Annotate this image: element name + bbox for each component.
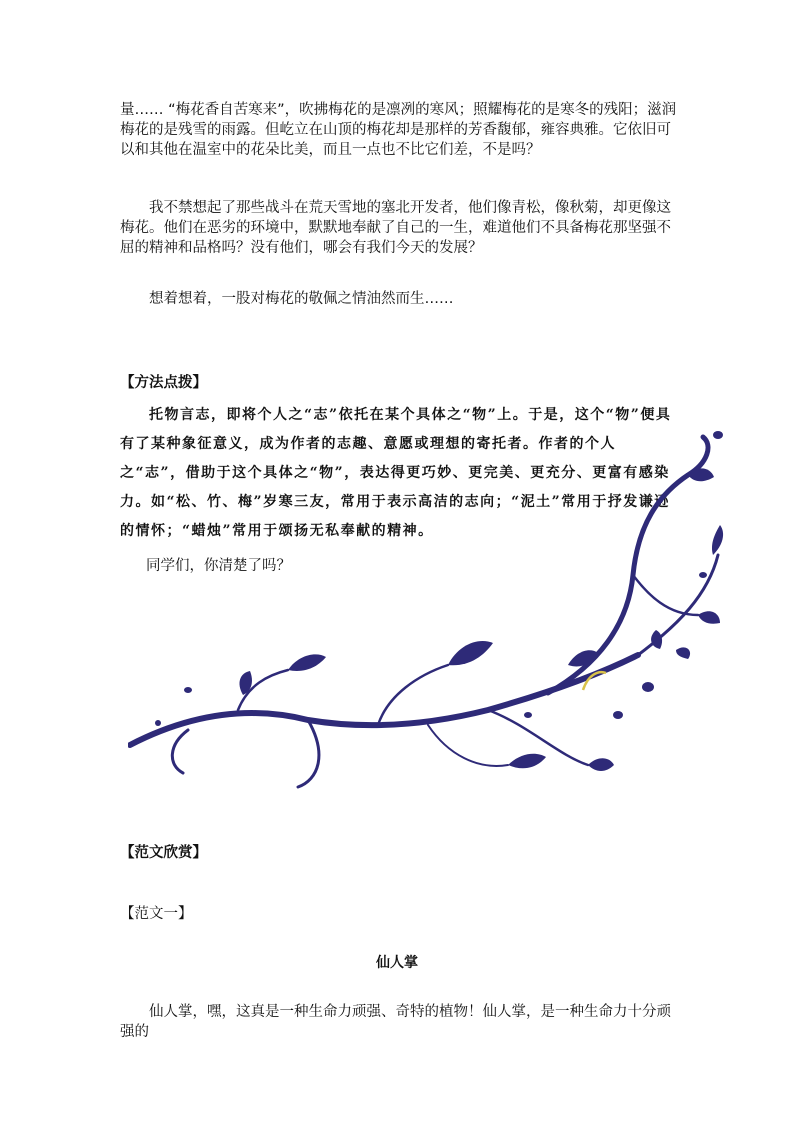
section-heading-method: 【方法点拨】 [120, 374, 207, 391]
paragraph-admiration: 想着想着，一股对梅花的敬佩之情油然而生…… [149, 291, 454, 307]
paragraph-plum-blossom: 量…… “梅花香自苦寒来”，吹拂梅花的是凛冽的寒风；照耀梅花的是寒冬的残阳；滋润梅花的是残雪的雨露。但屹立在山顶的梅花却是那样的芳香馥郁，雍容典雅。它依旧可以和其他在温室中的花朵比美，而且一点也不比它们差，不是吗？ [120, 102, 677, 158]
essay-title: 仙人掌 [376, 955, 418, 971]
vine-ornament-icon [128, 425, 728, 800]
sample-label: 【范文一】 [120, 906, 193, 922]
essay-first-line: 仙人掌，嘿，这真是一种生命力顽强、奇特的植物！仙人掌，是一种生命力十分顽强的 [120, 1004, 671, 1040]
method-question: 同学们，你清楚了吗？ [146, 558, 291, 574]
section-heading-appreciation: 【范文欣赏】 [120, 844, 207, 861]
paragraph-pioneers: 我不禁想起了那些战斗在荒天雪地的塞北开发者，他们像青松，像秋菊，却更像这梅花。他们在恶劣的环境中，默默地奉献了自己的一生，难道他们不具备梅花那坚强不屈的精神和品格吗？没有他们，哪会有我们今天的发展？ [120, 200, 671, 256]
method-explanation: 托物言志，即将个人之“志”依托在某个具体之“物”上。于是，这个“物”便具有了某种象征意义，成为作者的志趣、意愿或理想的寄托者。作者的个人之“志”，借助于这个具体之“物”，表达得更巧妙、更完美、更充分、更富有感染力。如“松、竹、梅”岁寒三友，常用于表示高洁的志向；“泥土”常用于抒发谦逊的情怀；“蜡烛”常用于颂扬无私奉献的精神。 [120, 407, 672, 539]
